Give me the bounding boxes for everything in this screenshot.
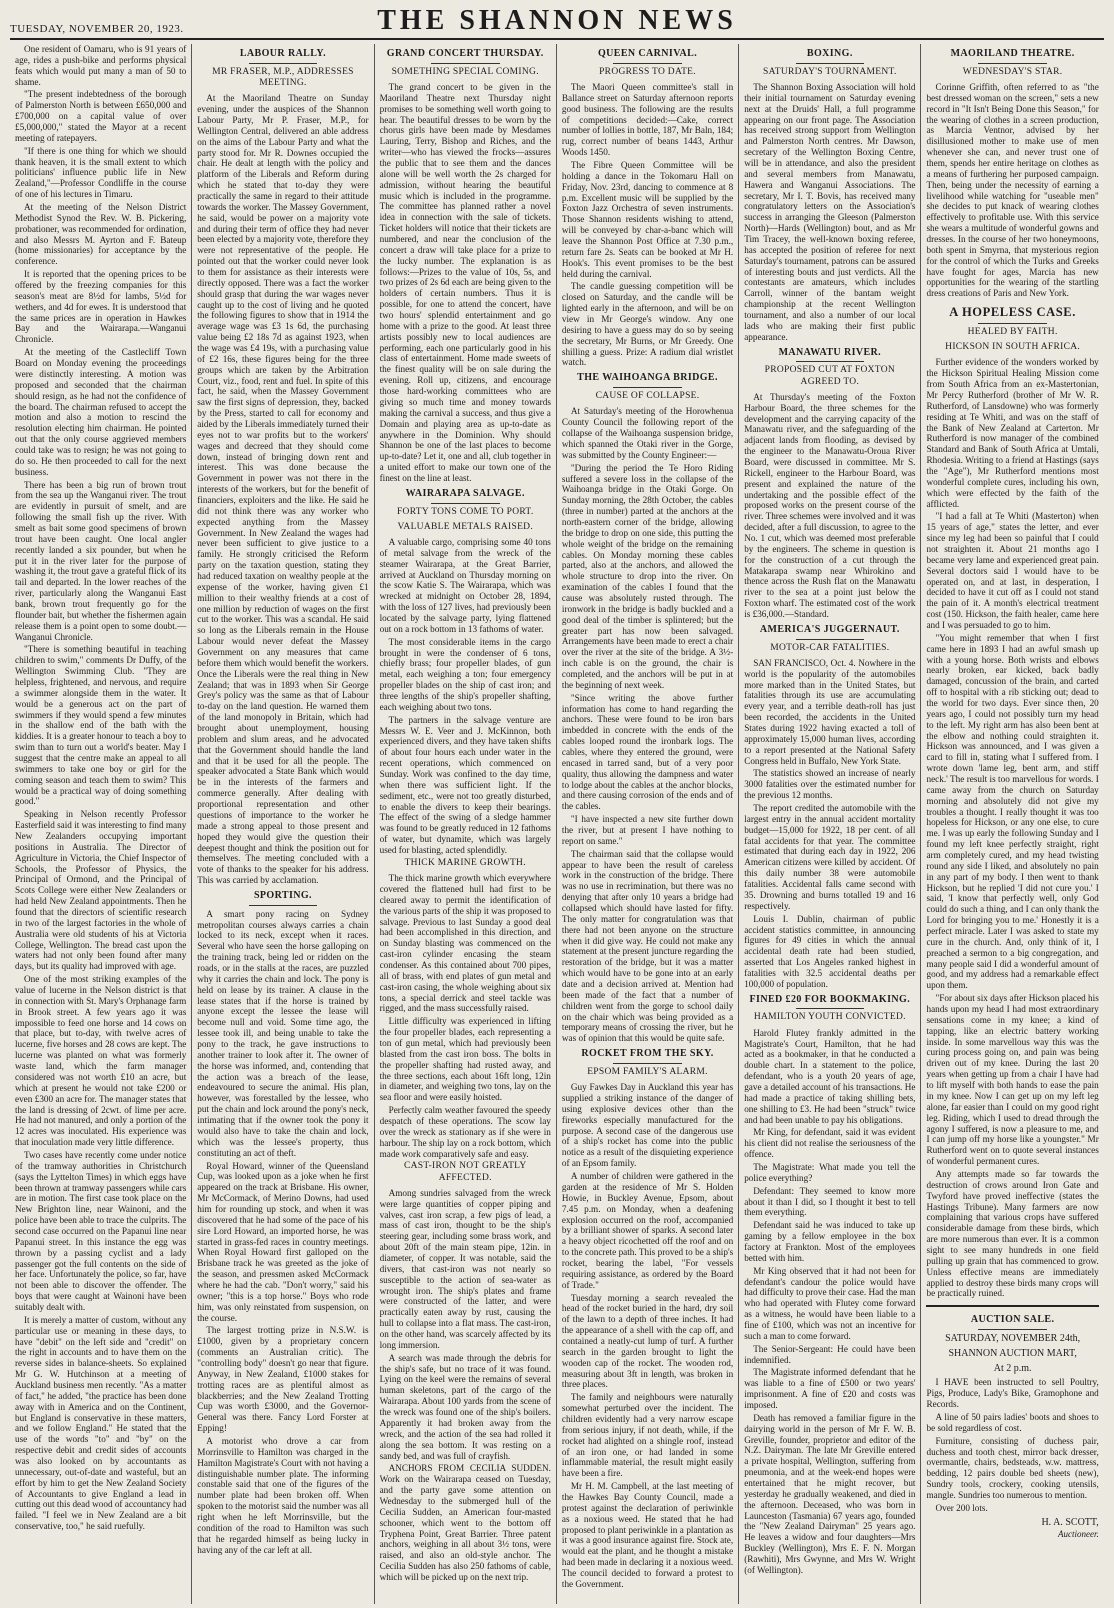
columns (10, 44, 1104, 1604)
paragraph: Further evidence of the wonders worked by the Hickson Spiritual Healing Mission come from South Africa from an ex-Mastertonian, Mr Percy Rutherford (brother of Mr W. R. Rutherford, of Lansdowne) who was formerly residing at Te Whiti, and was on the staff of the Bank of New Zealand at Carterton. Mr Rutherford is now manager of the combined Standard and Bank of South Africa at Umtali, Rhodesia. Writing to a friend at Hastings (says the "Age"), Mr Rutherford mentions most wonderful complete cures, including his own, which were effected by the faith of the afflicted. (926, 357, 1099, 509)
article-subhead: HEALED BY FAITH. (967, 326, 1058, 337)
column-3 (375, 44, 557, 1604)
paragraph: "Since writing the above further information has come to hand regarding the anchors. These were found to be iron bars imbedded in concrete with the ends of the cables looped round the ironbark logs. The cables, where they entered the ground, were encased in tarred sand, but of a very poor quality, thus allowing the dampness and water to lodge about the cables at the anchor blocks, and there causing corrosion of the ends and of the cables. (561, 692, 734, 812)
paragraph: Tuesday morning a search revealed the head of the rocket buried in the hard, dry soil of the lawn to a depth of three inches. It had the appearance of a shell with the cap off, and contained a neatly-cut lump of turf. A further search in the garden brought to light the wooden cap of the rocket. The wooden rod, measuring about 3ft in length, was broken in three places. (561, 1292, 734, 1390)
divider (978, 63, 1047, 64)
paragraph: Mr King, for defendant, said it was evident his client did not realise the seriousness of the offence. (744, 1127, 916, 1160)
article-subhead: EPSOM FAMILY'S ALARM. (587, 1066, 708, 1077)
divider (796, 1008, 865, 1009)
article-headline: AMERICA'S JUGGERNAUT. (759, 623, 900, 635)
paragraph: Guy Fawkes Day in Auckland this year has supplied a striking instance of the danger of using explosive devices other than the fireworks especially manufactured for the purpose. A second case of the dangerous use of a ship's rocket has come into the public notice as a result of the disquieting experience of an Epsom family. (561, 1082, 734, 1169)
article-headline: QUEEN CARNIVAL. (597, 48, 698, 59)
paragraph: Over 200 lots. (935, 1502, 988, 1513)
article-subhead: PROPOSED CUT AT FOXTON AGREED TO. (764, 365, 896, 387)
paragraph: The chairman said that the collapse would appear to have been the result of careless work in the construction of the bridge. There was no use in recrimination, but there was no denying that after only 10 years a bridge had collapsed which should have lasted for fifty. The only matter for congratulation was that there had not been anyone on the structure when it did give way. He could not make any statement at the present juncture regarding the restoration of the bridge, but it was a matter which would have to be gone into at an early date and a decision arrived at. Mention had been made of the fact that a number of children went from the gorge to school daily on the chair which was being provided as a temporary means of crossing the river, but he was of opinion that this would be quite safe. (561, 848, 734, 1044)
article-subhead: MR FRASER, M.P., ADDRESSES MEETING. (212, 66, 354, 88)
divider (796, 361, 865, 362)
article-subhead: CAST-IRON NOT GREATLY AFFECTED. (403, 1161, 527, 1183)
paragraph: A motorist who drove a car from Morrinsville to Hamilton was charged in the Hamilton Magistrate's Court with not having a distinguishable number plate. The informing constable said that one of the figures of the number plate had been broken off. When spoken to the motorist said the number was all right when he left Morrinsville, but the condition of the road to Hamilton was such that he regarded himself as being lucky in having any of the car left at all. (197, 1435, 369, 1555)
paragraph: I HAVE been instructed to sell Poultry, Pigs, Produce, Lady's Bike, Gramophone and Records. (926, 1377, 1099, 1410)
paragraph: The Maori Queen committee's stall in Ballance street on Saturday afternoon reports good business. The following are the results of competitions decided:—Cake, correct number of lollies in bottle, 187, Mr Baln, 184; rug, correct number of beans 1443, Arthur Woods 1450. (561, 82, 734, 158)
paragraph: Perfectly calm weather favoured the speedy despatch of these operations. The scow lay over the wreck as stationary as if she were in harbour. The ship lay on a rock bottom, which made work comparatively safe and easy. (379, 1105, 551, 1159)
paragraph: ANCHORS FROM CECILIA SUDDEN. Work on the Wairarapa ceased on Tuesday, and the party gave some attention on Wednesday to the submerged hull of the Cecilia Sudden, an American four-masted schooner, which went to the bottom off Tryphena Point, Great Barrier. Three patent anchors, weighing in all about 3½ tons, were raised, and also an old-style anchor. The Cecilia Sudden has also 250 fathoms of cable, which will be picked up on the next trip. (379, 1463, 551, 1582)
paragraph: The Senior-Sergeant: He could have been indemnified. (744, 1343, 916, 1365)
paragraph: At the Maoriland Theatre on Sunday evening, under the auspices of the Shannon Labour Party, Mr P. Fraser, M.P., for Wellington Central, delivered an able address on the aims of the Labour Party and what the party stood for. Mr R. Downes occupied the chair. He dealt at length with the policy and platform of the Liberals and Reform during which he stated that to-day they were practically the same in regard to their attitude towards the worker. The Massey Government, he said, would be power on a majority vote and during their term of office they had never been elected by a majority vote, therefore they were not representative of the people. He pointed out that the worker could never look to them for assistance as their interests were directly opposed. There was a fact the worker should grasp that during the war wages never caught up to the cost of living and he quoted the following figures to show that in 1914 the average wage was £3 1s 6d, the purchasing value being £2 18s 7d as against 1923, when the wage was £4 19s, with a purchasing value of £2 16s, these figures being for the three groups which are taken by the Arbitration Court, viz., food, rent and fuel. In spite of this fact, he said, when the Massey Government saw the first signs of depression, they, backed by the Press, started to call for economy and aided by the Liberals immediately turned their eyes not to war profits but to the workers' wages and decreed that they should come down, instead of bringing down rent and interest. This was done because the Government in power was not there in the interests of the workers, but for the benefit of financiers, exploiters and the like. He said he did not think there was any worker who expected anything from the Massey Government. In New Zealand the wages had never been sufficient to give justice to a family. He strongly criticised the Reform party on the taxation question, stating they had reduced taxation on wealthy people at the expense of the worker, having given £1 million to their wealthy friends at a cost of one million by reduction of wages on the first cut to the worker. This was a scandal. He said so long as the Liberals remain in the House Labour would never defeat the Massey Government on any measures that came before them which would benefit the workers. Once the Liberals were the real thing in New Zealand; that was in 1893 when Sir George Grey's policy was the same as that of Labour to-day on the land question. He warned them of the land monopoly in Britain, which had brought about unemployment, housing problem and slum areas, and he advocated that the Government should handle the land and that it be used for all the people. The speaker advocated a State Bank which would be in the interests of the farmers and commerce generally. After dealing with proportional representation and other questions of importance to the worker he made a strong appeal to those present and hoped they would give the question their deepest thought and think the position out for themselves. The meeting concluded with a vote of thanks to the speaker for his address. This was carried by acclamation. (197, 93, 369, 886)
paragraph: At the meeting of the Nelson District Methodist Synod the Rev. W. B. Pickering, probationer, was recommended for ordination, and also Messrs M. Ayrton and F. Bateup (home missionaries) for acceptance by the conference. (15, 202, 187, 267)
article-subhead: FORTY TONS COME TO PORT. (396, 506, 534, 517)
paragraph: Mr H. M. Campbell, at the last meeting of the Hawkes Bay County Council, made a protest against the declaration of periwinkle as a noxious weed. He stated that he had proposed to plant periwinkle in a plantation as it was a good insurance against fire. Stock ate, would eat the plant, and he thought a mistake had been made in declaring it a noxious weed. The council decided to forward a protest to the Government. (561, 1481, 734, 1589)
paragraph: Furniture, consisting of duchess pair, duchess and tooth chest, mirror back dresser, overmantle, chairs, bedsteads, w.w. mattress, bedding, 12 pairs double bed sheets (new), Sundry tools, crockery, cooking utensils, mangle. Sundries too numerous to mention. (926, 1435, 1099, 1501)
article-headline: ROCKET FROM THE SKY. (581, 1048, 714, 1060)
paragraph: It is reported that the opening prices to be offered by the freezing companies for this season's meat are 8½d for lambs, 5½d for wethers, and 4d for ewes. It is understood that the same prices are in operation in Hawkes Bay and the Wairarapa.—Wanganui Chronicle. (15, 269, 187, 345)
paragraph: Any attempts made so far towards the destruction of crows around Iron Gate and Twyford have proved ineffective (states the Hastings Tribune). Many farmers are now complaining that various crops have suffered considerable damage from these birds, which are more numerous than ever. It is a common sight to see many hundreds in one field pulling up grain that has commenced to grow. Unless effective means are immediately applied to destroy these birds many crops will be practically ruined. (926, 1168, 1099, 1299)
divider (431, 503, 500, 504)
article-headline: FINED £20 FOR BOOKMAKING. (749, 993, 911, 1005)
divider (613, 63, 682, 64)
paragraph: The partners in the salvage venture are Messrs W. E. Veer and J. McKinnon, both experienced divers, and they have taken shifts of about four hours each under water in the recent operations, which commenced on Sunday. Work was confined to the day time, when there was sufficient light. If the sediment, etc., were not too greatly disturbed, to enable the divers to keep their bearings. The effect of the swing of a sledge hammer was found to be greatly reduced in 12 fathoms of water, but dynamite, which was largely used for blasting, acted splendidly. (379, 714, 551, 856)
article-subhead: SOMETHING SPECIAL COMING. (391, 66, 539, 77)
article-subhead: PROGRESS TO DATE. (599, 66, 696, 77)
paragraph: The grand concert to be given in the Maoriland Theatre next Thursday night promises to be something well worth going to hear. The beautiful dresses to be worn by the chorus girls have been made by Mesdames Lauring, Terry, Bishop and Riches, and the writer—who has viewed the frocks—assures the public that to see them and the dances alone will be well worth the 2s charged for admission, without hearing the beautiful music which is included in the programme. The committee has planned rather a novel idea in connection with the sale of tickets. Ticket holders will notice that their tickets are numbered, and near the conclusion of the concert a draw will take place for a prize to the lucky number. The explanation is as follows:—Prizes to the value of 10s, 5s, and two prizes of 2s 6d each are being given to the holders of certain numbers. Thus it is possible, for one to attend the concert, have two hours' splendid entertainment and go home with a prize to the good. At least three artists possibly new to local audiences are performing, each one particularly good in his class of entertainment. Home made sweets of the finest quality will be on sale during the evening. Roll up, citizens, and encourage those hard-working committees who are giving so much time and money towards making the carnival a success, and thus give a Domain and playing area as up-to-date as anywhere in the Dominion. Why should Shannon be one of the last places to become up-to-date? Let it, one and all, club together in a united effort to make our town one of the finest on the line at least. (379, 82, 551, 483)
article-subhead: CAUSE OF COLLAPSE. (595, 391, 700, 402)
paragraph: The largest trotting prize in N.S.W. is £1000, given by a proprietary concern (comments an Australian critic). The "controlling body" doesn't go near that figure. Anyway, in New Zealand, £1000 stakes for trotting races are as plentiful almost as blackberries; and the New Zealand Trotting Cup was worth £3000, and the Governor-General was there. Fancy Lord Forster at Epping! (197, 1325, 369, 1434)
article-subhead: VALUABLE METALS RAISED. (397, 521, 534, 532)
paragraph: Corinne Griffith, often referred to as "the best dressed woman on the screen," sets a new record in "It Isn't Being Done this Season," for the wearing of clothes in a screen production, as Marcia Ventnor, advised by her disillusioned mother to make use of men whenever she can, and never trust one of them, spends her entire heritage on clothes as a means of furthering her purposed campaign. Then, being under the necessity of earning a livelihood while watching for "useable men" she decides to put knack of wearing clothes effectively to profitable use. With this service she wears a multitude of wonderful gowns and dresses. In the course of her two honeymoons, both spent in Smyrna, that mysterious region for the control of which the Turks and Greeks have fought for ages, Marcia has new opportunities for the wearing of the startling dress creations of Paris and New York. (926, 82, 1099, 299)
paragraph: The family and neighbours were naturally somewhat perturbed over the incident. The children evidently had a very narrow escape from serious injury, if not death, while, if the rocket had alighted on a shingle roof, instead of an iron one, or had landed in some inflammable material, the result might easily have been a fire. (561, 1392, 734, 1479)
issue-date: TUESDAY, NOVEMBER 20, 1923. (10, 23, 184, 35)
column-6 (921, 44, 1103, 1604)
paragraph: Defendant said he was induced to take up gaming by a fellow employee in the box factory at Frankton. Most of the employees betted with him. (744, 1220, 916, 1263)
paragraph: The candle guessing competition will be closed on Saturday, and the candle will be lighted early in the afternoon, and will be on view in Mr George's window. Any one desiring to have a guess may do so by seeing the secretary, Mr Burns, or Mr Greedy. One shilling a guess. Prize: A radium dial wristlet watch. (561, 281, 734, 368)
newspaper-title: THE SHANNON NEWS (377, 5, 737, 36)
paragraph: Mr King observed that it had not been for defendant's candour the police would have had difficulty to prove their case. Had the man who had operated with Flutey come forward as a witness, he would have been liable to a fine of £100, which was not an incentive for such a man to come forward. (744, 1265, 916, 1341)
divider (249, 905, 318, 906)
article-headline: MANAWATU RIVER. (778, 346, 882, 358)
paragraph: The Fibre Queen Committee will be holding a dance in the Tokomaru Hall on Friday, Nov. 23rd, dancing to commence at 8 p.m. Excellent music will be supplied by the Foxton Jazz Orchestra of seven instruments. Those Shannon residents wishing to attend, will be conveyed by char-a-banc which will leave the Shannon Post Office at 7.30 p.m., return fare 2s. Seats can be booked at Mr H. Hook's. This event promises to be the best held during the carnival. (561, 160, 734, 279)
ad-venue: SHANNON AUCTION MART, (948, 1347, 1077, 1359)
paragraph: The statistics showed an increase of nearly 3000 fatalities over the estimated number for the previous 12 months. (744, 768, 916, 801)
paragraph: "There is something beautiful in teaching children to swim," comments Dr Duffy, of the Wellington Swimming Club. "They are helpless, frightened, and nervous, and require a swimmer alongside them in the water. It would be a generous act on the part of swimmers if they would spend a few minutes in the shallow end of the bath with the kiddies. It is a greater honour to teach a boy to swim than to turn out a world's beater. May I suggest that the centre make an appeal to all swimmers to take one boy or girl for the coming season and teach them to swim? This would be a practical way of doing something good." (15, 644, 187, 807)
ad-signature-title: Auctioneer. (1058, 1528, 1099, 1539)
paragraph: A smart pony racing on Sydney metropolitan courses always carries a chain locked to its neck, except when it races. Several who have seen the horse galloping on the training track, being led or ridden on the roads, or in the stalls at the races, are puzzled why it carries the chain and lock. The pony is held on lease by its trainer. A clause in the lease states that if the horse is trained by anyone except the lessee the lease will become null and void. Some time ago, the lessee took ill, and being unable to take the pony to the track, he gave instructions to another trainer to look after it. The owner of the horse was informed, and, contending that the action was a breach of the lease, endeavoured to secure the animal. His plan, however, was forestalled by the lessee, who put the chain and lock around the pony's neck, intimating that if the owner took the pony it would also have to take the chain and lock, which was the lessee's property, thus constituting an act of theft. (197, 908, 369, 1158)
paragraph: Death has removed a familiar figure in the dairying world in the person of Mr F. W. B. Greville, founder, proprietor and editor of the N.Z. Dairyman. The late Mr Greville entered a private hospital, Wellington, suffering from pneumonia, and at the week-end hopes were entertained that he might recover, but yesterday he gradually weakened, and died in the afternoon. Deceased, who was born in Launceston (Tasmania) 67 years ago, founded the "New Zealand Dairyman" 25 years ago. He leaves a widow and four daughters—Mrs Buckley (Wellington), Mrs E. F. N. Morgan (Rawhiti), Mrs Gwynne, and Mrs W. Wright (of Wellington). (744, 1412, 916, 1575)
paragraph: At Thursday's meeting of the Foxton Harbour Board, the three schemes for the development and the carrying capacity of the Manawatu river, and the safeguarding of the adjacent lands from flooding, as devised by the engineer to the Manawatu-Oroua River Board, were discussed in committee. Mr S. Rickell, engineer to the Harbour Board, was present and explained the nature of the undertaking and the possible effect of the proposed works on the present course of the river. Three schemes were involved and it was decided, after a full discussion, to agree to the No. 1 cut, which was deemed most preferable by the engineers. The scheme in question is for the construction of a cut through the Matakarapa swamp near Whirokino and thence across the Rush flat on the Manawatu river to the sea at a point just below the Foxton wharf. The estimated cost of the work is £36,000.—Standard. (744, 391, 916, 620)
paragraph: "If there is one thing for which we should thank heaven, it is the small extent to which politicians' influence public life in New Zealand,"—Professor Condliffe in the course of one of his lectures in Timaru. (15, 145, 187, 200)
paragraph: One resident of Oamaru, who is 91 years of age, rides a push-bike and performs physical feats which would put many a man of 50 to shame. (15, 44, 187, 87)
paragraph: "The present indebtedness of the borough of Palmerston North is between £650,000 and £700,000 on a capital value of over £5,000,000," stated the Mayor at a recent meeting of ratepayers. (15, 89, 187, 143)
column-4 (557, 44, 739, 1604)
paragraph: A valuable cargo, comprising some 40 tons of metal salvage from the wreck of the steamer Wairarapa, at the Great Barrier, arrived at Auckland on Thursday morning on the scow Katie S. The Wairarapa, which was wrecked at midnight on October 28, 1894, with the loss of 127 lives, had previously been located by the salvage party, lying flattened out on a rock bottom in 13 fathoms of water. (379, 537, 551, 634)
article-headline: A HOPELESS CASE. (949, 305, 1076, 320)
masthead (10, 6, 1104, 40)
article-headline: GRAND CONCERT THURSDAY. (386, 48, 544, 59)
paragraph: At Saturday's meeting of the Horowhenua County Council the following report of the collapse of the Waihoanga suspension bridge, which spanned the Otaki river in the Gorge, was submitted by the County Engineer:— (561, 406, 734, 460)
article-subhead: SATURDAY'S TOURNAMENT. (763, 66, 897, 77)
ad-signature: H. A. SCOTT, (1041, 1516, 1099, 1528)
article-subhead: MOTOR-CAR FATALITIES. (770, 642, 890, 653)
paragraph: "During the period the Te Horo Riding suffered a severe loss in the collapse of the Waihoanga bridge in the Otaki Gorge. On Sunday morning, the 28th October, the cables (three in number) parted at the anchors at the north-eastern corner of the bridge, allowing the bridge to drop on one side, this putting the whole weight of the bridge on the remaining cables. On Monday morning these cables parted, also at the anchors, and allowed the whole structure to drop into the river. On examination of the cables I found that the cause was absolutely rusted through. The ironwork in the bridge is badly buckled and a good deal of the timber is splintered; but the greater part has now been salvaged. Arrangements have been made to erect a chair over the river at the site of the bridge. A 3½-inch cable is on the ground, the chair is completed, and the anchors will be put in at the beginning of next week. (561, 462, 734, 690)
paragraph: Little difficulty was experienced in lifting the four propeller blades, each representing a ton of gun metal, which had previously been blasted from the cast iron boss. The bolts in the propeller shafting had rusted away, and the three sections, each about 16ft long, 12in in diameter, and weighing two tons, lay on the sea floor and were easily hoisted. (379, 1016, 551, 1103)
paragraph: The Magistrate: What made you tell the police everything? (744, 1161, 916, 1183)
paragraph: A line of 50 pairs ladies' boots and shoes to be sold regardless of cost. (926, 1412, 1099, 1433)
divider (796, 639, 865, 640)
divider (978, 1329, 1047, 1330)
paragraph: "I had a fall at Te Whiti (Masterton) when 15 years of age," states the letter, and ever since my leg had been so painful that I could not straighten it. About 21 months ago I became very lame and experienced great pain. Several doctors said I would have to be operated on, and at last, in desperation, I decided to have it cut off as I could not stand the pain of it. A month's electrical treatment cost (150. Hickson, the faith healer, came here and I was persuaded to go to him. (926, 511, 1099, 630)
article-subhead: HAMILTON YOUTH CONVICTED. (753, 1012, 906, 1023)
paragraph: "For about six days after Hickson placed his hands upon my head I had most extraordinary sensations come in my knee; a kind of tapping, like an electric battery working inside. In some marvellous way this was the curing process going on, and pain was being driven out of my knee. During the last 20 years when getting up from a chair I have had to lift myself with both hands to ease the pain in my knee. Now I can get up on my left leg alone, far easier than I could on my good right leg. Riding, which I used to dread through the agony I suffered, is now a pleasure to me, and I can jump off my horse like a youngster." Mr Rutherford went on to quote several instances of wonderful permanent cures. (926, 993, 1099, 1167)
column-2 (192, 44, 374, 1604)
paragraph: The Shannon Boxing Association will hold their initial tournament on Saturday evening next at the Druids' Hall, a full programme appearing on our front page. The Association has received strong support from Wellington and Palmerston North centres. Mr Dawson, secretary of the Wellington Boxing Centre, will be in attendance, and also the president and several members from Manawatu, Hawera and Wanganui Associations. The secretary, Mr I. T. Bovis, has received many congratulatory letters on the Association's success in arranging the Gleeson (Palmerston North)—Hards (Wellington) bout, and as Mr Tim Tracey, the well-known boxing referee, has accepted the position of referee for next Saturday's tournament, patrons can be assured of interesting bouts and just verdicts. All the contestants are amateurs, which includes Carroll, winner of the bantam weight championship at the recent Wellington tournament, and also a number of our local lads who are making their first public appearance. (744, 82, 916, 342)
auction-advertisement (926, 1305, 1098, 1539)
paragraph: A number of children were gathered in the garden at the residence of Mr S. Holden Howie, in Buckley Avenue, Epsom, about 7.45 p.m. on Monday, when a deafening explosion occurred on the roof, accompanied by a brilliant shower of sparks. A second later a heavy object ricochetted off the roof and on to the concrete path. This proved to be a ship's rocket, bearing the label, "For vessels requiring assistance, as ordered by the Board of Trade." (561, 1171, 734, 1290)
paragraph: Defendant: They seemed to know more about it than I did, so I thought it best to tell them everything. (744, 1185, 916, 1218)
paragraph: It is merely a matter of custom, without any particular use or meaning in these days, to have "debit" on the left side and "credit" on the right in accounts and to have them on the reverse sides in balance-sheets. So explained Mr G. W. Hutchinson at a meeting of Auckland business men recently. "As a matter of fact," he added, "the practice has been done away with in America and on the Continent, but England is conservative in these matters, and we follow England." He stated that the use of the words "to" and "by" on the respective debit and credit sides of accounts was also looked on by accountants as unnecessary, out-of-date and wasteful, but an effort by him to get the New Zealand Society of Accountants to give England a lead in cutting out this dead wood of accountancy had failed. "I feel we in New Zealand are a bit conservative, too," he said ruefully. (15, 1314, 187, 1532)
article-headline: WAIRARAPA SALVAGE. (405, 487, 525, 499)
paragraph: "I have inspected a new site further down the river, but at present I have nothing to report on same." (561, 814, 734, 846)
article-headline: THE WAIHOANGA BRIDGE. (577, 372, 718, 384)
divider (249, 63, 318, 64)
paragraph: The thick marine growth which everywhere covered the flattened hull had first to be cleared away to permit the identification of the various parts of the ship it was proposed to salvage. Previous to last Sunday a good deal had been accomplished in this direction, and on Sunday blasting was commenced on the cast-iron cylinder encasing the steam condenser. As this contained about 700 pipes, all of brass, with end plates of gun metal and cast-iron casing, the whole weighing about six tons, a special derrick and steel tackle was rigged, and the mass successfully raised. (379, 873, 551, 1014)
paragraph: A search was made through the debris for the ship's safe, but no trace of it was found. Lying on the keel were the remains of several human skeletons, part of the cargo of the Wairarapa. About 100 yards from the scene of the wreck was found one of the ship's boilers. Apparently it had broken away from the wreck, and the action of the sea had rolled it along the sea bottom. It was resting on a sandy bed, and was full of crayfish. (379, 1352, 551, 1461)
column-1 (10, 44, 192, 1604)
article-subhead: HICKSON IN SOUTH AFRICA. (945, 342, 1081, 353)
paragraph: Among sundries salvaged from the wreck were large quantities of copper piping and valves, cast iron scrap, a few pigs of lead, a mass of cast iron, thought to be the ship's steering gear, including some brass work, and about 20ft of the main steam pipe, 12in. in diameter, of copper. It was notable, said the divers, that cast-iron was not nearly so susceptible to the action of sea-water as wrought iron. The ship's plates and frame were constructed of the latter, and were practically eaten away by rust, causing the hull to collapse into a flat mass. The cast-iron, on the other hand, was scarcely affected by its long immersion. (379, 1187, 551, 1350)
ad-time: At 2 p.m. (993, 1362, 1032, 1374)
ad-headline: AUCTION SALE. (970, 1314, 1055, 1326)
article-headline: SPORTING. (253, 889, 312, 901)
paragraph: At the meeting of the Castlecliff Town Board on Monday evening the proceedings were distinctly interesting. A motion was proposed and seconded that the chairman should resign, as he had not the confidence of the board. The chairman refused to accept the motion and also a motion to rescind the resolution electing him chairman. He pointed out that the only course aggrieved members could take was to resign; he was not going to do so. He then proceeded to call for the next business. (15, 347, 187, 477)
paragraph: "You might remember that when I first came here in 1893 I had an awful smash up with a young horse. Both wrists and elbows nearly broken, ear kicked, back badly damaged, concussion of the brain, and carted off to hospital with a rib sticking out; dead to the world for two days. Ever since then, 20 years ago, I could not possibly turn my head to the left. My right arm has also been bent at the elbow and nothing could straighten it. Hickson was announced, and I was given a card to fill in, stating what I suffered from. I wrote down 'lame leg, bent arm, and stiff neck.' The result is too marvellous for words. I came away from the church on Saturday morning and absolutely did not give my troubles a thought. I really thought it was too hopeless for Hickson, or any one else, to cure me. I was up early the following Sunday and I found my left knee perfectly straight, right arm completely cured, and my head twisting round any side I liked, and absolutely no pain in any part of my body. I then went to thank Hickson, but he replied 'I did not cure you.' I said, 'I know that perfectly well, only God could do such a thing, and I can only thank the Lord for bringing you to me.' Honestly it is a perfect miracle. Later I was asked to state my cure in the church. And, only think of it, I preached a sermon to a big congregation, and many people said I did a wonderful amount of good, and my address had a remarkable effect upon them. (926, 632, 1099, 991)
paragraph: The Magistrate informed defendant that he was liable to a fine of £500 or two years' imprisonment. A fine of £20 and costs was imposed. (744, 1367, 916, 1411)
divider (796, 63, 865, 64)
divider (613, 387, 682, 388)
divider (978, 323, 1047, 324)
paragraph: The report credited the automobile with the largest entry in the annual accident mortality budget—15,000 for 1922, 18 per cent. of all fatal accidents for that year. The committee estimated that during each day in 1922, 206 American citizens were killed by accident. Of this daily number 38 were automobile fatalities. Accidental falls came second with 35. Drowning and burns totalled 19 and 16 respectively. (744, 803, 916, 911)
article-headline: LABOUR RALLY. (239, 48, 327, 59)
paragraph: One of the most striking examples of the value of lucerne in the Nelson district is that in connection with St. Mary's Orphanage farm in Brook street. A few years ago it was impossible to feed one horse and 14 cows on that place, but to-day, with twelve acres of lucerne, five horses and 28 cows are kept. The lucerne was planted on what was formerly waste land, which the farm manager considered was not worth £10 an acre, but which at present he would not take £200 or even £300 an acre for. The manager states that the land is dressing of 2cwt. of lime per acre. He had not manured, and only a portion of the 12 acres was inoculated. His experience was that inoculation made very little difference. (15, 974, 187, 1148)
paragraph: Two cases have recently come under notice of the tramway authorities in Christchurch (says the Lyttelton Times) in which eggs have been thrown at tramway passengers while cars are in motion. The first case took place on the New Brighton line, near Wainoni, and the police have been able to trace the culprits. The second case occurred on the Papanui line near Papanui street. In this instance the egg was thrown by a passing cyclist and a lady passenger got the full contents on the side of her face. Unfortunately the police, so far, have not been able to discover the offender. The boys that were caught at Wainoni have been suitably dealt with. (15, 1149, 187, 1312)
paragraph: Harold Flutey frankly admitted in the Magistrate's Court, Hamilton, that he had acted as a bookmaker, in that he conducted a double chart. In a statement to the police, defendant, who is a youth 20 years of age, gave a detailed account of his transactions. He had made a practice of taking shilling bets, one shilling to £3. He had been "struck" twice and had been unable to pay his obligations. (744, 1027, 916, 1125)
article-subhead: THICK MARINE GROWTH. (404, 857, 526, 868)
article-headline: BOXING. (806, 48, 853, 59)
paragraph: The most considerable items in the cargo brought in were the condenser of 6 tons, chiefly brass; four propeller blades, of gun metal, each weighing a ton; four emergency propeller blades on the ship of cast iron; and three lengths of the ship's propeller shafting, each weighing about two tons. (379, 636, 551, 712)
paragraph: Louis I. Dublin, chairman of public accident statistics committee, in announcing figures for 49 cities in which the annual accidental death rate had been studied, asserted that Los Angeles ranked highest in fatalities with 32.5 accidental deaths per 100,000 of population. (744, 913, 916, 989)
paragraph: Speaking in Nelson recently Professor Easterfield said it was interesting to find many New Zealanders occupying important positions in Australia. The Director of Agriculture in Victoria, the Chief Inspector of Schools, the Professor of Physics, the Principal of Ormond, and the Principal of Scots College were either New Zealanders or had held New Zealand appointments. Then he found that the directors of scientific research in two of the largest factories in the whole of Australia were old students of his at Victoria College, Wellington. The bread cast upon the waters had not only been found after many days, but its quality had improved with age. (15, 809, 187, 972)
paragraph: Royal Howard, winner of the Queensland Cup, was looked upon as a joke when he first appeared on the track at Brisbane. His owner, Mr McCormack, of Merino Downs, had used him for rounding up stock, and when it was discovered that he had some of the pace of his sire Lord Howard, an imported horse, he was started in grass-fed races in country meetings. When Royal Howard first galloped on the Brisbane track he was greeted as the joke of the season, and pressmen asked McCormack where he had the cab. "Don't worry," said his owner; "this is a top horse." Boys who rode him, was only reinstated from suspension, on the course. (197, 1160, 369, 1323)
ad-date: SATURDAY, NOVEMBER 24th, (945, 1333, 1081, 1345)
column-5 (739, 44, 921, 1604)
paragraph: There has been a big run of brown trout from the sea up the Wanganui river. The trout are evidently in pursuit of smelt, and are following the small fish up the river. With smelt as bait some good specimens of brown trout have been caught. One local angler recently landed a six pounder, but when he put it in the river later for the purpose of washing it, the trout gave a grateful flick of its tail and departed. In the lower reaches of the river, particularly along the Wanganui East bank, brown trout frequently go for the flounder bait, but whether the fishermen again release them is a point open to some doubt.—Wanganui Chronicle. (15, 479, 187, 642)
article-headline: MAORILAND THEATRE. (950, 48, 1075, 59)
article-subhead: WEDNESDAY'S STAR. (962, 66, 1063, 77)
divider (613, 1063, 682, 1064)
divider (431, 63, 500, 64)
paragraph: SAN FRANCISCO, Oct. 4. Nowhere in the world is the popularity of the automobiles more marked than in the United States, but fatalities through its use are accumulating every year, and a terrible death-roll has just been recorded, the accidents in the United States during 1922 having exacted a toll of approximately 15,000 human lives, according to a report presented at the National Safety Congress held in Buffalo, New York State. (744, 657, 916, 766)
